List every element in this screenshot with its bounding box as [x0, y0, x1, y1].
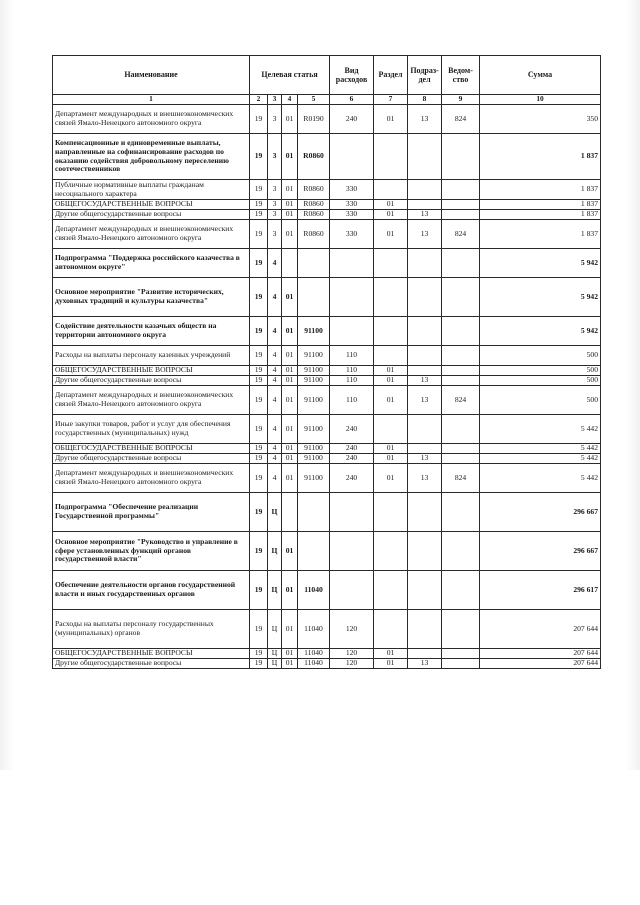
row-department — [442, 454, 480, 464]
row-department: 824 — [442, 105, 480, 134]
table-row — [53, 659, 601, 669]
row-name: Департамент международных и внешнеэкономических связей Ямало-Ненецкого автономного округа — [53, 105, 250, 134]
row-subprogram-code: 4 — [268, 415, 282, 444]
row-expense-type: 240 — [330, 105, 374, 134]
row-program-code: 19 — [250, 134, 268, 180]
row-subprogram-code: 3 — [268, 220, 282, 249]
row-amount: 5 442 — [480, 415, 601, 444]
row-section — [374, 532, 408, 571]
row-department — [442, 415, 480, 444]
row-department: 824 — [442, 220, 480, 249]
row-name: Расходы на выплаты персоналу казенных учреждений — [53, 346, 250, 366]
row-activity-code: 01 — [282, 134, 298, 180]
row-name: Департамент международных и внешнеэкономических связей Ямало-Ненецкого автономного округа — [53, 386, 250, 415]
row-name: Другие общегосударственные вопросы — [53, 659, 250, 669]
row-subsection — [408, 346, 442, 366]
row-subsection — [408, 571, 442, 610]
row-subprogram-code: Ц — [268, 493, 282, 532]
row-amount: 5 442 — [480, 454, 601, 464]
row-section — [374, 278, 408, 317]
row-direction-code: R0190 — [298, 105, 330, 134]
row-amount: 1 837 — [480, 210, 601, 220]
budget-table — [52, 55, 601, 669]
header-name: Наименование — [53, 56, 250, 95]
row-section: 01 — [374, 105, 408, 134]
row-department — [442, 493, 480, 532]
table-row — [53, 105, 601, 134]
row-direction-code: R0860 — [298, 180, 330, 200]
row-amount: 500 — [480, 366, 601, 376]
row-program-code: 19 — [250, 346, 268, 366]
table-header-row — [53, 56, 601, 95]
row-department: 824 — [442, 386, 480, 415]
row-name: Иные закупки товаров, работ и услуг для обеспечения государственных (муниципальных) нужд — [53, 415, 250, 444]
row-direction-code: 11040 — [298, 610, 330, 649]
row-amount: 296 617 — [480, 571, 601, 610]
row-program-code: 19 — [250, 200, 268, 210]
row-program-code: 19 — [250, 278, 268, 317]
row-direction-code: R0860 — [298, 134, 330, 180]
table-row — [53, 571, 601, 610]
row-program-code: 19 — [250, 610, 268, 649]
row-amount: 500 — [480, 376, 601, 386]
row-subprogram-code: 4 — [268, 317, 282, 346]
row-direction-code: 11040 — [298, 649, 330, 659]
column-number: 1 — [53, 95, 250, 105]
row-expense-type — [330, 317, 374, 346]
row-section: 01 — [374, 366, 408, 376]
row-department — [442, 278, 480, 317]
row-subsection: 13 — [408, 220, 442, 249]
row-direction-code: 91100 — [298, 464, 330, 493]
row-amount: 1 837 — [480, 200, 601, 210]
row-subsection — [408, 278, 442, 317]
row-amount: 296 667 — [480, 532, 601, 571]
row-name: Основное мероприятие "Руководство и управление в сфере установленных функций органов государственной власти" — [53, 532, 250, 571]
row-section: 01 — [374, 464, 408, 493]
table-row — [53, 454, 601, 464]
row-subsection: 13 — [408, 659, 442, 669]
row-name: ОБЩЕГОСУДАРСТВЕННЫЕ ВОПРОСЫ — [53, 649, 250, 659]
table-row — [53, 317, 601, 346]
row-amount: 296 667 — [480, 493, 601, 532]
table-row — [53, 386, 601, 415]
row-activity-code: 01 — [282, 317, 298, 346]
header-expense-type: Вид расходов — [330, 56, 374, 95]
row-program-code: 19 — [250, 493, 268, 532]
row-department — [442, 200, 480, 210]
row-expense-type: 240 — [330, 454, 374, 464]
row-section — [374, 249, 408, 278]
column-number: 3 — [268, 95, 282, 105]
table-row — [53, 346, 601, 366]
row-direction-code: R0860 — [298, 210, 330, 220]
row-expense-type: 330 — [330, 210, 374, 220]
table-row — [53, 415, 601, 444]
header-amount: Сумма — [480, 56, 601, 95]
row-subsection — [408, 532, 442, 571]
table-row — [53, 200, 601, 210]
row-department — [442, 649, 480, 659]
row-activity-code — [282, 249, 298, 278]
row-program-code: 19 — [250, 532, 268, 571]
column-number: 9 — [442, 95, 480, 105]
header-subsection: Подраз-дел — [408, 56, 442, 95]
row-activity-code: 01 — [282, 366, 298, 376]
table-row — [53, 464, 601, 493]
row-section — [374, 415, 408, 444]
row-expense-type: 120 — [330, 649, 374, 659]
row-expense-type: 120 — [330, 659, 374, 669]
row-subsection: 13 — [408, 105, 442, 134]
row-direction-code: 11040 — [298, 571, 330, 610]
row-subprogram-code: Ц — [268, 532, 282, 571]
row-subsection — [408, 249, 442, 278]
row-amount: 5 942 — [480, 249, 601, 278]
row-subsection: 13 — [408, 386, 442, 415]
row-amount: 350 — [480, 105, 601, 134]
row-activity-code: 01 — [282, 278, 298, 317]
header-department: Ведом-ство — [442, 56, 480, 95]
row-expense-type: 110 — [330, 376, 374, 386]
row-subprogram-code: 4 — [268, 278, 282, 317]
row-name: Департамент международных и внешнеэкономических связей Ямало-Ненецкого автономного округа — [53, 464, 250, 493]
row-subsection: 13 — [408, 464, 442, 493]
column-number-row — [53, 95, 601, 105]
row-direction-code: 91100 — [298, 317, 330, 346]
row-subprogram-code: Ц — [268, 649, 282, 659]
table-row — [53, 376, 601, 386]
row-expense-type: 110 — [330, 386, 374, 415]
row-expense-type: 330 — [330, 180, 374, 200]
row-department — [442, 376, 480, 386]
row-department — [442, 346, 480, 366]
row-activity-code: 01 — [282, 659, 298, 669]
row-program-code: 19 — [250, 220, 268, 249]
row-section — [374, 346, 408, 366]
row-activity-code: 01 — [282, 454, 298, 464]
row-subsection — [408, 649, 442, 659]
row-name: Другие общегосударственные вопросы — [53, 210, 250, 220]
row-expense-type — [330, 532, 374, 571]
row-name: Подпрограмма "Обеспечение реализации Государственной программы" — [53, 493, 250, 532]
column-number: 7 — [374, 95, 408, 105]
row-subprogram-code: 4 — [268, 249, 282, 278]
row-expense-type — [330, 493, 374, 532]
row-amount: 1 837 — [480, 220, 601, 249]
row-expense-type: 240 — [330, 464, 374, 493]
row-subsection — [408, 180, 442, 200]
row-name: Основное мероприятие "Развитие исторических, духовных традиций и культуры казачества" — [53, 278, 250, 317]
row-program-code: 19 — [250, 366, 268, 376]
table-row — [53, 249, 601, 278]
row-subprogram-code: 3 — [268, 200, 282, 210]
row-program-code: 19 — [250, 249, 268, 278]
column-number: 5 — [298, 95, 330, 105]
row-expense-type: 240 — [330, 415, 374, 444]
row-activity-code: 01 — [282, 180, 298, 200]
row-amount: 207 644 — [480, 610, 601, 649]
row-name: Подпрограмма "Поддержка российского казачества в автономном округе" — [53, 249, 250, 278]
row-expense-type: 330 — [330, 220, 374, 249]
row-subprogram-code: 4 — [268, 464, 282, 493]
row-activity-code — [282, 493, 298, 532]
row-subsection — [408, 366, 442, 376]
row-amount: 500 — [480, 346, 601, 366]
row-expense-type — [330, 134, 374, 180]
row-activity-code: 01 — [282, 649, 298, 659]
row-activity-code: 01 — [282, 464, 298, 493]
row-expense-type: 120 — [330, 610, 374, 649]
row-direction-code: R0860 — [298, 200, 330, 210]
row-subsection: 13 — [408, 210, 442, 220]
row-amount: 207 644 — [480, 649, 601, 659]
row-department — [442, 610, 480, 649]
row-section — [374, 180, 408, 200]
row-expense-type: 110 — [330, 366, 374, 376]
row-subprogram-code: 4 — [268, 346, 282, 366]
row-direction-code — [298, 493, 330, 532]
table-row — [53, 180, 601, 200]
row-section: 01 — [374, 444, 408, 454]
row-section: 01 — [374, 210, 408, 220]
row-section — [374, 571, 408, 610]
row-subprogram-code: 3 — [268, 134, 282, 180]
row-subprogram-code: 4 — [268, 444, 282, 454]
row-department — [442, 180, 480, 200]
row-department — [442, 249, 480, 278]
row-direction-code — [298, 278, 330, 317]
table-row — [53, 444, 601, 454]
row-program-code: 19 — [250, 105, 268, 134]
row-name: Расходы на выплаты персоналу государственных (муниципальных) органов — [53, 610, 250, 649]
row-direction-code: 91100 — [298, 366, 330, 376]
header-section: Раздел — [374, 56, 408, 95]
row-department — [442, 444, 480, 454]
row-name: Публичные нормативные выплаты гражданам несоциального характера — [53, 180, 250, 200]
row-subprogram-code: 3 — [268, 210, 282, 220]
row-activity-code: 01 — [282, 200, 298, 210]
row-activity-code: 01 — [282, 376, 298, 386]
row-program-code: 19 — [250, 415, 268, 444]
row-expense-type — [330, 278, 374, 317]
row-activity-code: 01 — [282, 444, 298, 454]
table-row — [53, 134, 601, 180]
table-row — [53, 532, 601, 571]
row-expense-type: 330 — [330, 200, 374, 210]
row-name: Обеспечение деятельности органов государственной власти и иных государственных органов — [53, 571, 250, 610]
row-activity-code: 01 — [282, 210, 298, 220]
row-program-code: 19 — [250, 317, 268, 346]
row-amount: 5 942 — [480, 317, 601, 346]
table-row — [53, 649, 601, 659]
row-section — [374, 134, 408, 180]
row-name: Другие общегосударственные вопросы — [53, 454, 250, 464]
row-program-code: 19 — [250, 210, 268, 220]
row-program-code: 19 — [250, 376, 268, 386]
row-subprogram-code: 4 — [268, 376, 282, 386]
row-section: 01 — [374, 649, 408, 659]
row-subsection: 13 — [408, 376, 442, 386]
row-activity-code: 01 — [282, 220, 298, 249]
row-amount: 207 644 — [480, 659, 601, 669]
row-program-code: 19 — [250, 386, 268, 415]
row-activity-code: 01 — [282, 571, 298, 610]
row-subsection — [408, 415, 442, 444]
row-name: Содействие деятельности казачьих обществ на территории автономного округа — [53, 317, 250, 346]
column-number: 10 — [480, 95, 601, 105]
row-expense-type — [330, 571, 374, 610]
row-direction-code: 91100 — [298, 346, 330, 366]
row-subprogram-code: 3 — [268, 105, 282, 134]
row-direction-code: 91100 — [298, 444, 330, 454]
row-department — [442, 532, 480, 571]
row-name: Другие общегосударственные вопросы — [53, 376, 250, 386]
row-amount: 5 942 — [480, 278, 601, 317]
row-section: 01 — [374, 220, 408, 249]
table-row — [53, 610, 601, 649]
row-subprogram-code: 4 — [268, 454, 282, 464]
row-activity-code: 01 — [282, 105, 298, 134]
row-subprogram-code: 4 — [268, 366, 282, 376]
row-expense-type: 110 — [330, 346, 374, 366]
row-subsection — [408, 610, 442, 649]
row-program-code: 19 — [250, 180, 268, 200]
table-row — [53, 278, 601, 317]
table-body — [53, 105, 601, 669]
row-name: Департамент международных и внешнеэкономических связей Ямало-Ненецкого автономного округа — [53, 220, 250, 249]
row-direction-code: 91100 — [298, 415, 330, 444]
row-subprogram-code: Ц — [268, 610, 282, 649]
row-subprogram-code: 4 — [268, 386, 282, 415]
row-amount: 1 837 — [480, 134, 601, 180]
row-department — [442, 317, 480, 346]
row-subprogram-code: 3 — [268, 180, 282, 200]
row-direction-code: 11040 — [298, 659, 330, 669]
row-subsection — [408, 493, 442, 532]
row-name: Компенсационные и единовременные выплаты, направленные на софинансирование расходов по оказанию содействия добровольному переселению соотечественников — [53, 134, 250, 180]
column-number: 4 — [282, 95, 298, 105]
row-subprogram-code: Ц — [268, 659, 282, 669]
row-department — [442, 659, 480, 669]
row-direction-code: R0860 — [298, 220, 330, 249]
row-section: 01 — [374, 376, 408, 386]
header-target-article: Целевая статья — [250, 56, 330, 95]
row-activity-code: 01 — [282, 386, 298, 415]
row-subsection — [408, 200, 442, 210]
row-name: ОБЩЕГОСУДАРСТВЕННЫЕ ВОПРОСЫ — [53, 200, 250, 210]
column-number: 8 — [408, 95, 442, 105]
row-amount: 1 837 — [480, 180, 601, 200]
row-department: 824 — [442, 464, 480, 493]
row-subsection: 13 — [408, 454, 442, 464]
row-subsection — [408, 134, 442, 180]
row-activity-code: 01 — [282, 346, 298, 366]
row-program-code: 19 — [250, 454, 268, 464]
row-section: 01 — [374, 454, 408, 464]
row-section: 01 — [374, 659, 408, 669]
row-expense-type: 240 — [330, 444, 374, 454]
row-section — [374, 493, 408, 532]
column-number: 6 — [330, 95, 374, 105]
row-subsection — [408, 317, 442, 346]
row-program-code: 19 — [250, 659, 268, 669]
row-direction-code — [298, 532, 330, 571]
table-row — [53, 366, 601, 376]
row-direction-code: 91100 — [298, 376, 330, 386]
table-row — [53, 493, 601, 532]
row-name: ОБЩЕГОСУДАРСТВЕННЫЕ ВОПРОСЫ — [53, 366, 250, 376]
row-direction-code — [298, 249, 330, 278]
row-department — [442, 571, 480, 610]
row-subsection — [408, 444, 442, 454]
row-direction-code: 91100 — [298, 386, 330, 415]
row-amount: 500 — [480, 386, 601, 415]
row-activity-code: 01 — [282, 532, 298, 571]
row-section — [374, 317, 408, 346]
row-program-code: 19 — [250, 649, 268, 659]
row-program-code: 19 — [250, 464, 268, 493]
row-section: 01 — [374, 386, 408, 415]
row-program-code: 19 — [250, 444, 268, 454]
row-activity-code: 01 — [282, 415, 298, 444]
row-section: 01 — [374, 200, 408, 210]
table-row — [53, 210, 601, 220]
row-amount: 5 442 — [480, 464, 601, 493]
row-subprogram-code: Ц — [268, 571, 282, 610]
row-activity-code: 01 — [282, 610, 298, 649]
table-row — [53, 220, 601, 249]
row-amount: 5 442 — [480, 444, 601, 454]
row-department — [442, 210, 480, 220]
row-direction-code: 91100 — [298, 454, 330, 464]
column-number: 2 — [250, 95, 268, 105]
page-bottom-margin — [0, 770, 640, 905]
row-expense-type — [330, 249, 374, 278]
row-section — [374, 610, 408, 649]
row-name: ОБЩЕГОСУДАРСТВЕННЫЕ ВОПРОСЫ — [53, 444, 250, 454]
row-department — [442, 366, 480, 376]
row-program-code: 19 — [250, 571, 268, 610]
row-department — [442, 134, 480, 180]
